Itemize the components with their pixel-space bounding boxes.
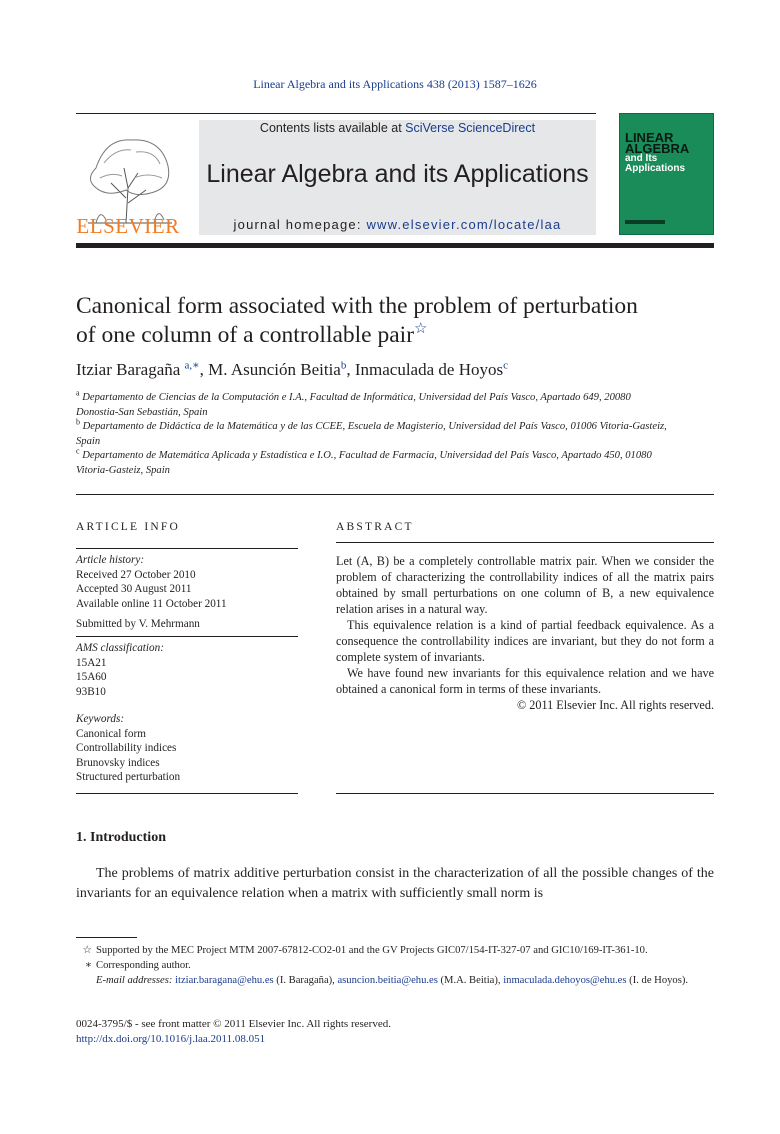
email-link[interactable]: inmaculada.dehoyos@ehu.es <box>503 975 627 986</box>
footnote-mark: ☆ <box>82 945 92 956</box>
article-title <box>76 292 716 350</box>
author-affil-mark[interactable]: b <box>340 359 347 372</box>
abstract-paragraph: This equivalence relation is a kind of partial feedback equivalence. As a consequence the controllability indices are invariant, but they do not form a complete system of invariants. <box>336 618 714 664</box>
journal-title: Linear Algebra and its Applications <box>206 160 589 188</box>
submitted-by: Submitted by V. Mehrmann <box>76 618 200 630</box>
header-thick-rule <box>76 243 714 248</box>
author-affil-mark[interactable]: c <box>503 359 508 372</box>
affiliation: $^b$ Departamento de Didáctica de la Matemática y de las CCEE, Escuela de Magisterio, Universidad del País Vasco, 01006 Vitoria-Gasteiz, Spain <box>76 417 667 447</box>
issn-line: 0024-3795/$ - see front matter © 2011 Elsevier Inc. All rights reserved. http://dx.doi.org/10.1016/j.laa.2011.08.051 <box>76 1018 391 1045</box>
cover-line: ALGEBRA <box>625 141 690 156</box>
cover-sub: Applications <box>625 163 686 174</box>
divider <box>76 548 298 549</box>
author-list: Itziar Baragaña $^{a,∗}$, M. Asunción Beitia$^b$, Inmaculada de Hoyos$^c$ <box>76 359 508 379</box>
cover-title <box>625 132 689 174</box>
cover-line: LINEAR <box>625 130 674 145</box>
intro-paragraph: The problems of matrix additive perturbation consist in the characterization of all the possible changes of the invariants for an equivalence relation when a matrix with sufficiently small norm is <box>76 866 714 901</box>
footnote-rule <box>76 937 137 938</box>
affil-mark: a <box>76 388 80 398</box>
divider <box>336 542 714 543</box>
elsevier-wordmark[interactable]: ELSEVIER <box>76 214 180 238</box>
divider <box>76 636 298 637</box>
article-history: Article history: Received 27 October 2010 Accepted 30 August 2011 Available online 11 October 2011 <box>76 554 227 610</box>
keyword: Canonical form <box>76 727 146 740</box>
author-affil-mark[interactable]: a,∗ <box>184 359 200 372</box>
author-name: Inmaculada de Hoyos <box>354 360 504 379</box>
footnote-mark: ∗ <box>84 960 92 971</box>
article-info-heading: ARTICLE INFO <box>76 521 180 533</box>
homepage-line <box>199 217 596 232</box>
homepage-link[interactable]: www.elsevier.com/locate/laa <box>366 217 562 232</box>
keyword: Structured perturbation <box>76 771 181 783</box>
cover-bar <box>625 220 665 224</box>
abstract-body <box>336 553 714 713</box>
affiliation: $^c$ Departamento de Matemática Aplicada y Estadística e I.O., Facultad de Farmacia, Universidad del País Vasco, Apartado 450, 01080 Vitoria-Gasteiz, Spain <box>76 446 652 476</box>
ams-code: 93B10 <box>76 685 106 698</box>
title-line: Canonical form associated with the problem of perturbation <box>76 293 638 319</box>
journal-cover[interactable] <box>619 113 714 235</box>
abstract-heading: ABSTRACT <box>336 521 414 533</box>
section-heading: 1. Introduction <box>76 830 166 845</box>
divider <box>336 793 714 794</box>
abstract-paragraph: We have found new invariants for this equivalence relation and we have obtained a canonical form in terms of these invariants. <box>336 666 714 696</box>
ams-classification: AMS classification: 15A21 15A60 93B10 <box>76 641 301 699</box>
affiliation: $^a$ Departamento de Ciencias de la Computación e I.A., Facultad de Informática, Universidad del País Vasco, Apartado 649, 20080 Donostia-San Sebastián, Spain <box>76 388 631 418</box>
keywords: Keywords: Canonical form Controllability indices Brunovsky indices Structured perturbation <box>76 712 301 785</box>
email-link[interactable]: itziar.baragana@ehu.es <box>175 975 274 986</box>
title-line: of one column of a controllable pair☆ <box>76 321 428 348</box>
affil-mark: b <box>76 417 80 427</box>
title-footnote-mark[interactable]: ☆ <box>414 321 428 338</box>
abstract-copyright: © 2011 Elsevier Inc. All rights reserved. <box>517 698 714 712</box>
email-link[interactable]: asuncion.beitia@ehu.es <box>337 975 438 986</box>
contents-prefix: Contents lists available at <box>259 121 406 135</box>
email-label: E-mail addresses: <box>96 975 173 986</box>
author-name: Itziar Baragaña <box>76 360 181 379</box>
cover-sub: and Its <box>625 153 658 164</box>
abstract-paragraph: Let (A, B) be a completely controllable matrix pair. When we consider the problem of characterizing the controllability indices of all the matrix pairs obtained by small perturbations on one column of B, a new equivalence relation arises in a natural way. <box>336 554 714 616</box>
divider <box>76 793 298 794</box>
keyword: Brunovsky indices <box>76 756 160 769</box>
affil-mark: c <box>76 446 80 456</box>
contents-line <box>199 121 596 135</box>
sciencedirect-link[interactable]: SciVerse ScienceDirect <box>405 121 536 135</box>
journal-citation[interactable]: Linear Algebra and its Applications 438 (2013) 1587–1626 <box>253 77 537 91</box>
homepage-prefix: journal homepage: <box>233 217 367 232</box>
ams-code: 15A60 <box>76 671 107 683</box>
footnote-funding: ☆ Supported by the MEC Project MTM 2007-67812-CO2-01 and the GV Projects GIC07/154-IT-327-07 and GIC10/169-IT-361-10. <box>76 944 714 959</box>
doi-link[interactable]: http://dx.doi.org/10.1016/j.laa.2011.08.051 <box>76 1032 266 1045</box>
ams-code: 15A21 <box>76 656 107 669</box>
divider <box>76 494 714 495</box>
header-rule <box>76 113 596 114</box>
author-name: M. Asunción Beitia <box>208 360 341 379</box>
keyword: Controllability indices <box>76 742 177 754</box>
footnote-corresponding: ∗ Corresponding author. <box>76 959 714 974</box>
footnote-emails: E-mail addresses: itziar.baragana@ehu.es (I. Baragaña), asuncion.beitia@ehu.es (M.A. Beitia), inmaculada.dehoyos@ehu.es (I. de Hoyos). <box>96 975 689 986</box>
